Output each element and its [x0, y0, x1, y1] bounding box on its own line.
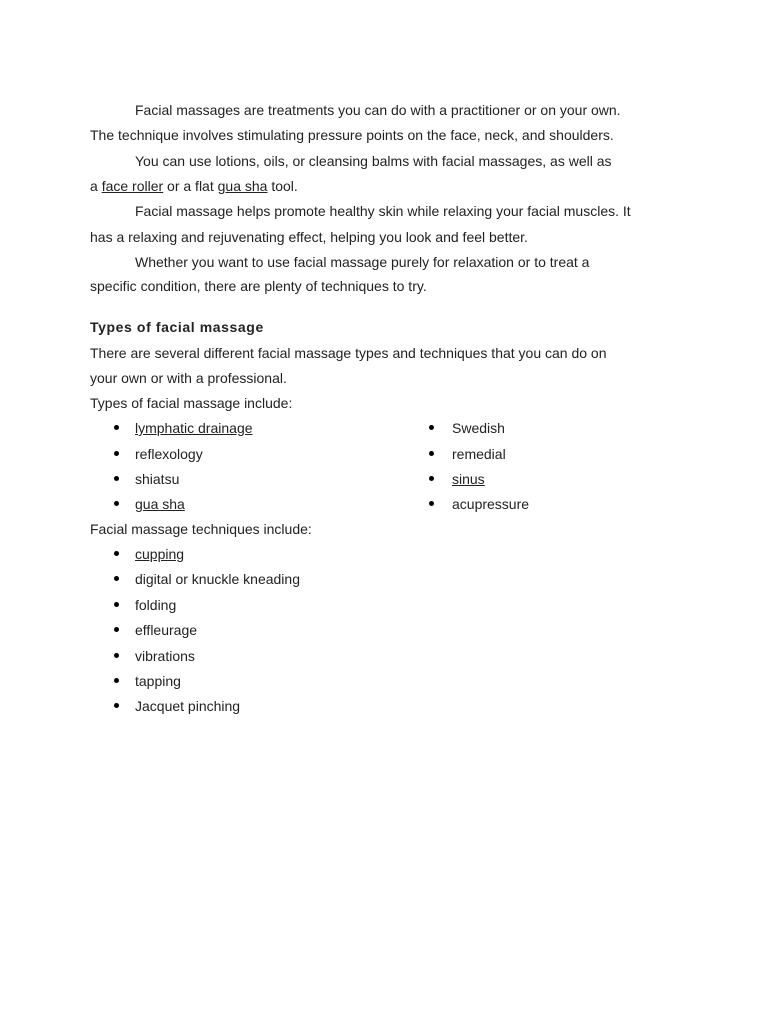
list-item: folding [135, 597, 177, 613]
list-item-lymphatic-drainage-link[interactable]: lymphatic drainage [135, 420, 253, 436]
bullet-icon [114, 425, 119, 430]
bullet-icon [114, 451, 119, 456]
face-roller-link[interactable]: face roller [101, 178, 164, 194]
list-item: effleurage [135, 622, 198, 638]
bullet-icon [429, 451, 434, 456]
intro-p3-line1: Facial massage helps promote healthy skin while relaxing your facial muscles. It [135, 203, 631, 219]
intro-p4-line1: Whether you want to use facial massage purely for relaxation or to treat a [135, 254, 590, 270]
list-item-gua-sha-link[interactable]: gua sha [135, 496, 185, 512]
intro-p2-text-c: tool. [267, 178, 298, 194]
bullet-icon [429, 501, 434, 506]
list-item: Jacquet pinching [135, 698, 241, 714]
bullet-icon [114, 703, 119, 708]
list-item-cupping-link[interactable]: cupping [135, 546, 185, 562]
intro-p2-line1: You can use lotions, oils, or cleansing balms with facial massages, as well as [135, 153, 612, 169]
bullet-icon [114, 678, 119, 683]
types-intro: Types of facial massage include: [90, 395, 293, 411]
list-item: reflexology [135, 446, 203, 462]
bullet-icon [429, 425, 434, 430]
bullet-icon [114, 602, 119, 607]
bullet-icon [429, 476, 434, 481]
types-desc-line1: There are several different facial massage types and techniques that you can do on [90, 345, 607, 361]
intro-p2-text-a: a [90, 178, 102, 194]
list-item-sinus-link[interactable]: sinus [452, 471, 485, 487]
list-item: remedial [452, 446, 506, 462]
bullet-icon [114, 501, 119, 506]
types-desc-line2: your own or with a professional. [90, 370, 287, 386]
list-item: tapping [135, 673, 181, 689]
list-item: Swedish [452, 420, 505, 436]
intro-p1-line2: The technique involves stimulating pressure points on the face, neck, and shoulders. [90, 127, 614, 143]
section-heading: Types of facial massage [90, 319, 264, 335]
bullet-icon [114, 476, 119, 481]
list-item: digital or knuckle kneading [135, 571, 300, 587]
list-item: vibrations [135, 648, 195, 664]
intro-p1-line1: Facial massages are treatments you can do with a practitioner or on your own. [135, 102, 621, 118]
intro-p4-line2: specific condition, there are plenty of techniques to try. [90, 278, 427, 294]
intro-p2-text-b: or a flat [163, 178, 218, 194]
techniques-intro: Facial massage techniques include: [90, 521, 312, 537]
bullet-icon [114, 551, 119, 556]
intro-p2-line2 [90, 177, 298, 195]
gua-sha-link[interactable]: gua sha [217, 178, 268, 194]
bullet-icon [114, 627, 119, 632]
intro-p3-line2: has a relaxing and rejuvenating effect, helping you look and feel better. [90, 229, 528, 245]
list-item: shiatsu [135, 471, 180, 487]
list-item: acupressure [452, 496, 530, 512]
bullet-icon [114, 576, 119, 581]
bullet-icon [114, 653, 119, 658]
